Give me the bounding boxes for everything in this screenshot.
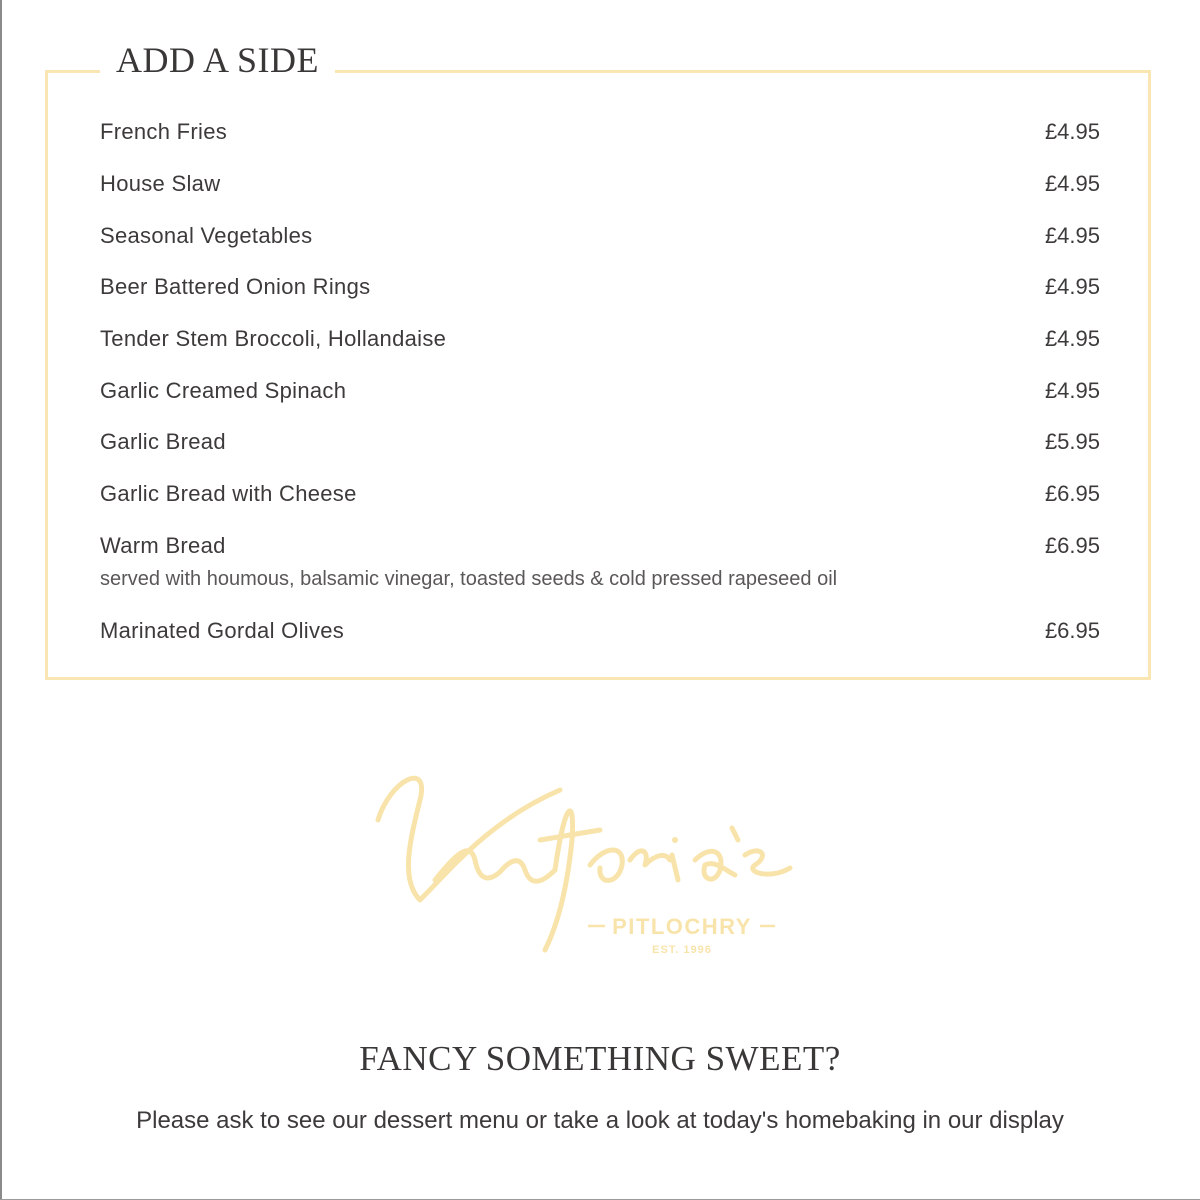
item-name: Garlic Creamed Spinach (100, 378, 347, 403)
logo-place: PITLOCHRY (612, 914, 752, 939)
item-name: French Fries (100, 119, 228, 144)
item-price: £4.95 (1044, 326, 1100, 351)
item-name: Marinated Gordal Olives (100, 618, 345, 643)
item-price: £4.95 (1044, 119, 1100, 144)
item-name: Tender Stem Broccoli, Hollandaise (100, 326, 447, 351)
item-name: Warm Bread (100, 533, 226, 558)
item-price: £6.95 (1044, 533, 1100, 558)
dessert-title: FANCY SOMETHING SWEET? (359, 1039, 841, 1078)
item-price: £5.95 (1044, 429, 1100, 454)
victorias-logo (360, 760, 840, 960)
item-name: Seasonal Vegetables (100, 223, 313, 248)
item-name: Garlic Bread with Cheese (100, 481, 357, 506)
item-name: House Slaw (100, 171, 221, 196)
page-edge (0, 0, 2, 1200)
item-name: Garlic Bread (100, 429, 226, 454)
item-price: £4.95 (1044, 171, 1100, 196)
dessert-text: Please ask to see our dessert menu or take a look at today's homebaking in our display (136, 1107, 1064, 1134)
item-price: £6.95 (1044, 618, 1100, 643)
item-description: served with houmous, balsamic vinegar, toasted seeds & cold pressed rapeseed oil (100, 568, 838, 590)
item-price: £4.95 (1044, 223, 1100, 248)
section-title: ADD A SIDE (100, 38, 335, 82)
logo-est: EST. 1996 (652, 944, 712, 956)
item-price: £4.95 (1044, 274, 1100, 299)
item-price: £6.95 (1044, 481, 1100, 506)
item-price: £4.95 (1044, 378, 1100, 403)
item-name: Beer Battered Onion Rings (100, 274, 371, 299)
